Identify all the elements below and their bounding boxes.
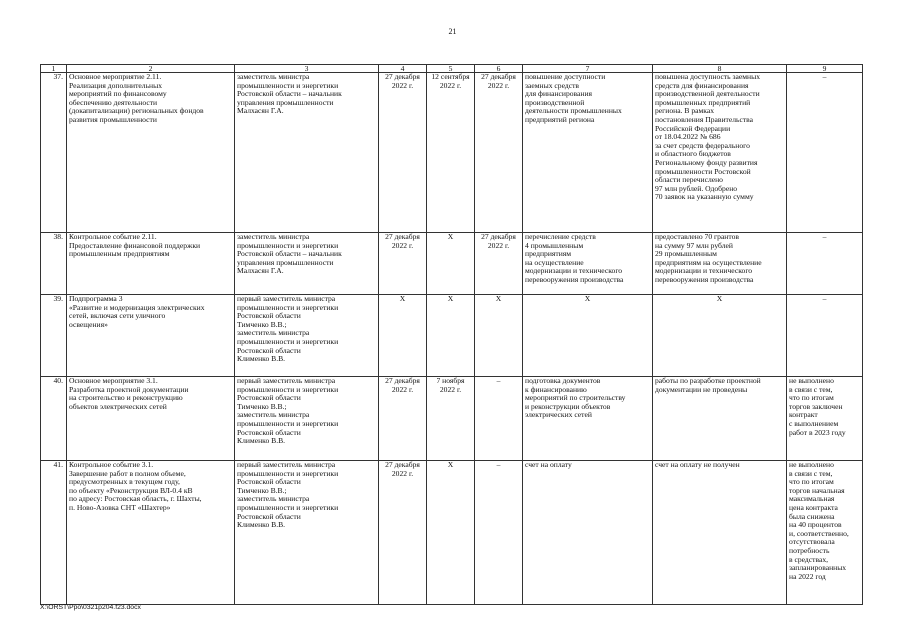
column-number: 2 xyxy=(67,65,235,73)
responsible-person: заместитель министра промышленности и энергетики Ростовской области – начальник управления промышленности Малхасян Г.А. xyxy=(235,73,379,233)
plan-date: 27 декабря 2022 г. xyxy=(379,461,427,605)
row-number: 41. xyxy=(41,461,67,605)
table-row xyxy=(41,295,863,377)
actual-result: счет на оплату не получен xyxy=(653,461,787,605)
end-date: – xyxy=(475,461,523,605)
reason: не выполнено в связи с тем, что по итогам торгов начальная максимальная цена контракта была снижена на 40 процентов и, соответственно, отсутствовала потребность в средствах, запланированных на 2022 год xyxy=(787,461,863,605)
plan-date: 27 декабря 2022 г. xyxy=(379,233,427,295)
start-date: X xyxy=(427,233,475,295)
end-date: – xyxy=(475,377,523,461)
column-number: 4 xyxy=(379,65,427,73)
end-date: X xyxy=(475,295,523,377)
column-number: 6 xyxy=(475,65,523,73)
actual-result: X xyxy=(653,295,787,377)
report-table xyxy=(40,64,863,605)
reason: не выполнено в связи с тем, что по итогам торгов заключен контракт с выполнением работ в 2023 году xyxy=(787,377,863,461)
start-date: 12 сентября 2022 г. xyxy=(427,73,475,233)
activity-name: Основное мероприятие 2.11. Реализация дополнительных мероприятий по финансовому обеспечению деятельности (докапитализации) региональных фондов развития промышленности xyxy=(67,73,235,233)
reason: – xyxy=(787,295,863,377)
expected-result: подготовка документов к финансированию мероприятий по строительству и реконструкции объектов электрических сетей xyxy=(523,377,653,461)
expected-result: счет на оплату xyxy=(523,461,653,605)
table-row xyxy=(41,73,863,233)
row-number: 37. xyxy=(41,73,67,233)
actual-result: предоставлено 70 грантов на сумму 97 млн рублей 29 промышленным предприятиям на осуществление модернизации и технического перевооружения производства xyxy=(653,233,787,295)
column-number: 8 xyxy=(653,65,787,73)
row-number: 39. xyxy=(41,295,67,377)
activity-name: Контрольное событие 2.11. Предоставление финансовой поддержки промышленным предприятиям xyxy=(67,233,235,295)
responsible-person: заместитель министра промышленности и энергетики Ростовской области – начальник управления промышленности Малхасян Г.А. xyxy=(235,233,379,295)
table-row xyxy=(41,377,863,461)
start-date: 7 ноября 2022 г. xyxy=(427,377,475,461)
activity-name: Контрольное событие 3.1. Завершение работ в полном объеме, предусмотренных в текущем году, по объекту «Реконструкция ВЛ-0.4 кВ по адресу: Ростовская область, г. Шахты, п. Ново-Азовка СНТ «Шахтер» xyxy=(67,461,235,605)
row-number: 40. xyxy=(41,377,67,461)
table-row xyxy=(41,233,863,295)
end-date: 27 декабря 2022 г. xyxy=(475,73,523,233)
row-number: 38. xyxy=(41,233,67,295)
plan-date: X xyxy=(379,295,427,377)
plan-date: 27 декабря 2022 г. xyxy=(379,377,427,461)
activity-name: Основное мероприятие 3.1. Разработка проектной документации на строительство и реконструкцию объектов электрических сетей xyxy=(67,377,235,461)
end-date: 27 декабря 2022 г. xyxy=(475,233,523,295)
actual-result: работы по разработке проектной документации не проведены xyxy=(653,377,787,461)
responsible-person: первый заместитель министра промышленности и энергетики Ростовской области Тимченко В.В.; заместитель министра промышленности и энергетики Ростовской области Клименко В.В. xyxy=(235,461,379,605)
start-date: X xyxy=(427,295,475,377)
column-number-row xyxy=(41,65,863,73)
column-number: 7 xyxy=(523,65,653,73)
column-number: 3 xyxy=(235,65,379,73)
page-number: 21 xyxy=(448,27,457,36)
responsible-person: первый заместитель министра промышленности и энергетики Ростовской области Тимченко В.В.; заместитель министра промышленности и энергетики Ростовской области Клименко В.В. xyxy=(235,295,379,377)
reason: – xyxy=(787,73,863,233)
column-number: 9 xyxy=(787,65,863,73)
reason: – xyxy=(787,233,863,295)
activity-name: Подпрограмма 3 «Развитие и модернизация электрических сетей, включая сети уличного освещения» xyxy=(67,295,235,377)
start-date: X xyxy=(427,461,475,605)
expected-result: повышение доступности заемных средств для финансирования производственной деятельности промышленных предприятий региона xyxy=(523,73,653,233)
plan-date: 27 декабря 2022 г. xyxy=(379,73,427,233)
responsible-person: первый заместитель министра промышленности и энергетики Ростовской области Тимченко В.В.; заместитель министра промышленности и энергетики Ростовской области Клименко В.В. xyxy=(235,377,379,461)
column-number: 1 xyxy=(41,65,67,73)
expected-result: перечисление средств 4 промышленным предприятиям на осуществление модернизации и технического перевооружения производства xyxy=(523,233,653,295)
expected-result: X xyxy=(523,295,653,377)
actual-result: повышена доступность заемных средств для финансирования производственной деятельности промышленных предприятий региона. В рамках постановления Правительства Российской Федерации от 18.04.2022 № 686 за счет средств федерального и областного бюджетов Региональному фонду развития промышленности Ростовской области перечислено 97 млн рублей. Одобрено 70 заявок на указанную сумму xyxy=(653,73,787,233)
table-row xyxy=(41,461,863,605)
file-path-footer: X:\ORST\Ppo\0321p204.f23.docx xyxy=(40,604,141,611)
column-number: 5 xyxy=(427,65,475,73)
